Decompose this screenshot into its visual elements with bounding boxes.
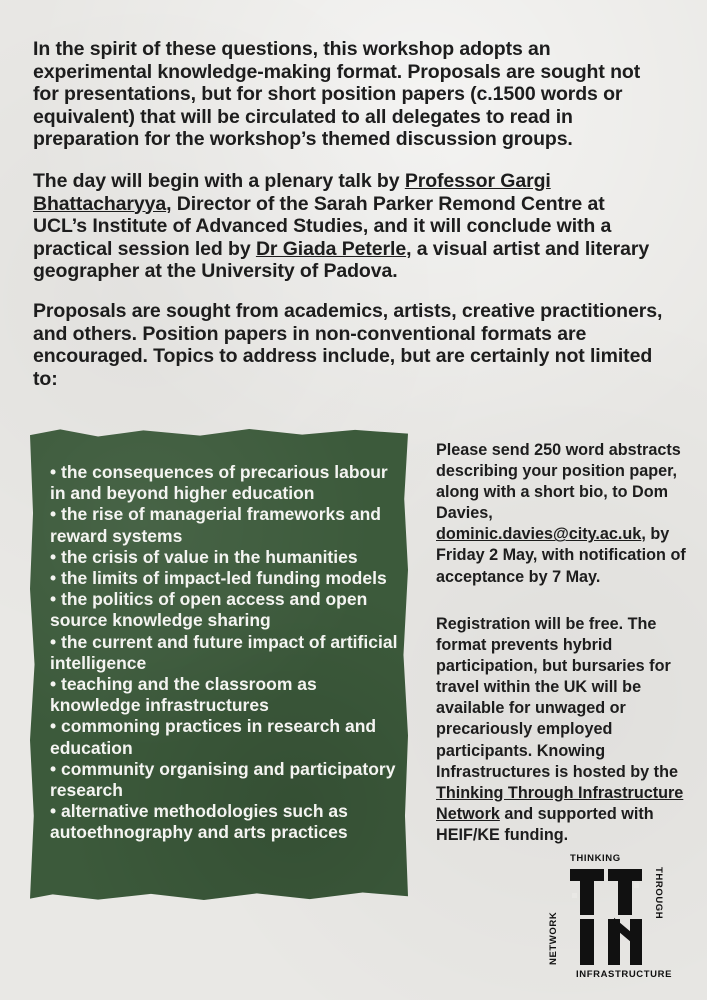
topic-item: • the current and future impact of artificial intelligence (50, 631, 398, 673)
plenary-paragraph (33, 170, 663, 283)
registration-text-before: Registration will be free. The format prevents hybrid participation, but bursaries for travel within the UK will be available for unwaged or precariously employed participants. Knowing Infrastructures is hosted by the (436, 615, 678, 781)
ttin-logo (548, 853, 673, 981)
intro-text: In the spirit of these questions, this workshop adopts an experimental knowledge-making format. Proposals are sought not for presentations, but for short position papers (c.1500 words or equivalent) that will be circulated to all delegates to read in preparation for the workshop’s themed discussion groups. (33, 38, 641, 150)
topic-item: • the rise of managerial frameworks and reward systems (50, 504, 381, 546)
topic-item: • teaching and the classroom as knowledge infrastructures (50, 674, 317, 716)
submission-text-before: Please send 250 word abstracts describing your position paper, along with a short bio, to Dom Davies, (436, 441, 681, 523)
registration-text-after: and supported with HEIF/KE funding. (436, 804, 654, 844)
logo-top-text: THINKING (570, 853, 621, 864)
plenary-text-after: , a visual artist and literary geographer at the University of Padova. (33, 237, 650, 282)
logo-left-text: NETWORK (548, 911, 559, 965)
plenary-text-before: The day will begin with a plenary talk by (33, 170, 405, 192)
plenary-text-middle: , Director of the Sarah Parker Remond Centre at UCL’s Institute of Advanced Studies, and it will conclude with a practical session led by (33, 192, 612, 260)
topic-item: • the limits of impact-led funding models (50, 568, 387, 589)
submission-text-after: , by Friday 2 May, with notification of acceptance by 7 May. (436, 525, 686, 586)
professor-link[interactable]: Professor Gargi Bhattacharyya (33, 170, 551, 215)
topic-item: • alternative methodologies such as autoethnography and arts practices (50, 801, 348, 843)
proposals-text: Proposals are sought from academics, artists, creative practitioners, and others. Position papers in non-conventional formats are encouraged. Topics to address include, but are certainly not limited to: (33, 300, 663, 390)
intro-paragraph (33, 38, 663, 151)
topics-list (50, 462, 400, 844)
logo-bottom-text: INFRASTRUCTURE (576, 969, 673, 980)
email-link[interactable]: dominic.davies@city.ac.uk (436, 525, 642, 544)
logo-right-text: THROUGH (653, 867, 664, 920)
topic-item: • community organising and participatory research (50, 758, 396, 801)
topic-item: • the politics of open access and open source knowledge sharing (50, 589, 368, 631)
registration-info (436, 614, 692, 846)
submission-info (436, 440, 692, 588)
topic-item: • the crisis of value in the humanities (50, 546, 358, 567)
peterle-link[interactable]: Dr Giada Peterle (255, 237, 407, 260)
proposals-paragraph (33, 300, 663, 390)
topic-item: • the consequences of precarious labour in and beyond higher education (50, 462, 388, 504)
topic-item: • commoning practices in research and education (50, 716, 377, 758)
network-link[interactable]: Thinking Through Infrastructure Network (436, 783, 684, 823)
